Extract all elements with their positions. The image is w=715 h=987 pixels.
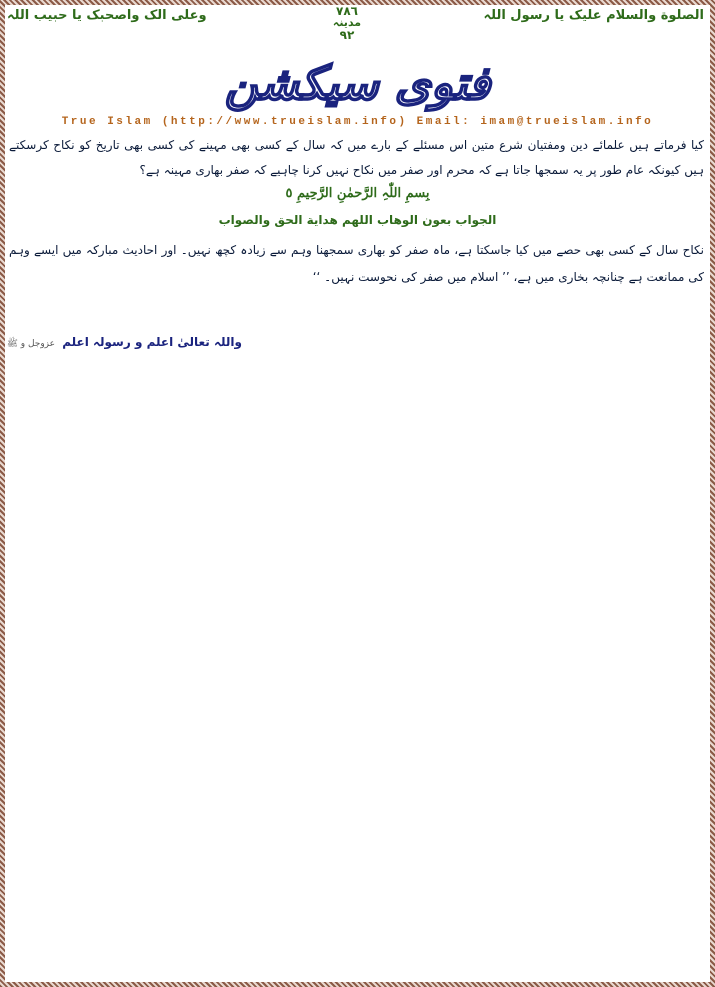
closing-line (7, 335, 242, 351)
answer-heading: الجواب بعون الوهاب اللهم هداية الحق والصواب (218, 213, 497, 227)
fatwa-number: ۷۸٦ (336, 4, 358, 18)
page-title: فتوی سیکشن (224, 56, 491, 110)
fatwa-number-block (317, 5, 377, 41)
header-bar (5, 5, 710, 55)
center-number: ۹۲ (339, 28, 355, 42)
center-label: مدینہ (332, 16, 362, 29)
contact-line: True Islam (http://www.trueislam.info) Email: imam@trueislam.info (61, 116, 654, 128)
page (5, 5, 710, 982)
title-wrap (5, 55, 710, 111)
answer-text: نکاح سال کے کسی بھی حصے میں کیا جاسکتا ہے، ماہ صفر کو بھاری سمجھنا وہم سے زیادہ کچھ نہیں۔ اور احادیث مبارکہ میں ایسے وہم کی ممانعت ہے چنانچہ بخاری میں ہے، ’’ اسلام میں صفر کی نحوست نہیں۔ ‘‘ (9, 243, 704, 284)
closing-seal: عزوجل و ﷺ (7, 339, 56, 349)
salutation-left: وعلی الک واصحبک یا حبیب اللہ (7, 8, 207, 23)
question-text: کیا فرماتے ہیں علمائے دین ومفتیان شرع متین اس مسئلے کے بارے میں کہ سال کے کسی بھی مہینے کی کسی بھی تاریخ کو نکاح کرسکتے ہیں کیونکہ عام طور پر یہ سمجھا جاتا ہے کہ محرم اور صفر میں نکاح نہیں کرنا چاہیے کہ صفر بھاری مہینہ ہے؟ (9, 138, 704, 177)
closing-text: واللہ تعالیٰ اعلم و رسولہ اعلم (62, 335, 242, 349)
salutation-right: الصلوة والسلام علیک یا رسول اللہ (483, 8, 704, 23)
bismillah: بِسمِ اللّٰہِ الرَّحمٰنِ الرَّحِیمِ ٥ (285, 186, 430, 201)
